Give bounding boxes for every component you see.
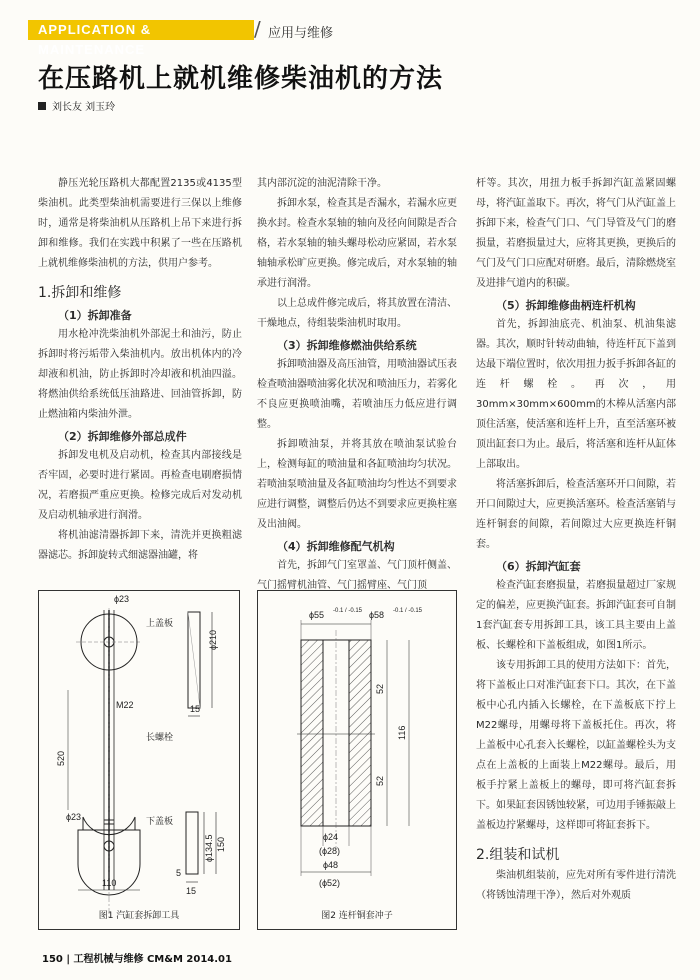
paragraph: 首先，拆卸气门室罩盖、气门顶杆侧盖、气门摇臂机油管、气门摇臂座、气门顶 [257, 560, 457, 591]
paragraph: 将活塞拆卸后，检查活塞环开口间隙，若开口间隙过大，应更换活塞环。检查活塞销与连杆铜套的间隙，若间隙过大应更换连杆铜套。 [476, 479, 676, 550]
figure-1 [38, 590, 240, 930]
subsection-heading: （4）拆卸维修配气机构 [277, 540, 395, 553]
section-divider: / [254, 17, 261, 41]
subsection-heading: （5）拆卸维修曲柄连杆机构 [496, 299, 636, 312]
dim-150: 150 [216, 836, 226, 852]
dim-d23-top: ϕ23 [114, 594, 130, 604]
figure-2-caption: 图2 连杆铜套冲子 [321, 911, 393, 921]
dim-d58-tolerance: -0.1 / -0.15 [393, 608, 423, 614]
dim-52-bottom: 52 [375, 775, 385, 786]
paragraph: 将机油滤清器拆卸下来，清洗并更换粗滤器滤芯。拆卸旋转式细滤器油罐，将 [38, 530, 242, 561]
subsection-heading: （2）拆卸维修外部总成件 [58, 430, 187, 443]
paragraph: 杆等。其次，用扭力板手拆卸汽缸盖紧固螺母，将汽缸盖取下。再次，将气门从汽缸盖上拆卸下来，检查气门口、气门导管及气门的磨损量，若磨损量过大，应将其更换，更换后的气门及气门口应配对研磨。最后，清除燃烧室及进排气道内的积碳。 [476, 178, 676, 289]
dim-d58: ϕ58 [369, 610, 385, 620]
paragraph: 该专用拆卸工具的使用方法如下：首先，将下盖板止口对准汽缸套下口。其次，在下盖板中心孔内插入长螺栓，在下盖板底下拧上M22螺母，用螺母将下盖板托住。再次，将上盖板中心孔套入长螺栓，以缸盖螺栓头为支点在上盖板的上面装上M22螺母。最后，用板手拧紧上盖板上的螺母，即可将汽缸套拆下。如果缸套因锈蚀较紧，可边用手锤振敲上盖板边拧紧螺母，这样即可将缸套拆下。 [476, 660, 676, 831]
article-title: 在压路机上就机维修柴油机的方法 [38, 64, 444, 94]
dim-520: 520 [56, 750, 66, 766]
authors-line [38, 98, 115, 113]
paragraph: 拆卸喷油器及高压油管，用喷油器试压表检查喷油器喷油雾化状况和喷油压力，若雾化不良应更换喷油嘴，若喷油压力低应进行调整。 [257, 359, 457, 430]
subsection-heading: （6）拆卸汽缸套 [496, 560, 581, 573]
paragraph: 柴油机组装前，应先对所有零件进行清洗（将锈蚀清理干净），然后对外观质 [476, 870, 676, 901]
dim-d23-bottom: ϕ23 [66, 812, 82, 822]
section-title-cn: 应用与维修 [268, 26, 334, 41]
figure-1-caption: 图1 汽缸套拆卸工具 [98, 911, 180, 921]
label-long-bolt: 长螺栓 [146, 733, 174, 743]
figure-1-drawing [38, 590, 240, 930]
paragraph: 检查汽缸套磨损量，若磨损量超过厂家规定的偏差，应更换汽缸套。拆卸汽缸套可自制1套汽缸套专用拆卸工具，该工具主要由上盖板、长螺栓和下盖板组成，如图1所示。 [476, 580, 676, 651]
text-column-1 [38, 174, 242, 566]
section-band: APPLICATION & MAINTENANCE [28, 20, 254, 40]
subsection-heading: （1）拆卸准备 [58, 309, 132, 322]
label-upper-plate: 上盖板 [146, 619, 174, 629]
dim-d28: (ϕ28) [319, 846, 341, 856]
figure-2-drawing [257, 590, 457, 930]
dim-15-top: 15 [190, 704, 201, 714]
section-heading: 1.拆卸和维修 [38, 285, 122, 301]
section-heading: 2.组装和试机 [476, 847, 560, 863]
bullet-square-icon [38, 102, 46, 110]
paragraph: 拆卸水泵，检查其是否漏水，若漏水应更换水封。检查水泵轴的轴向及径向间隙是否合格，若水泵轴的轴头螺母松动应紧固，若水泵轴轴承松旷应更换。修完成后，对水泵轴的轴承进行润滑。 [257, 198, 457, 289]
text-column-2 [257, 174, 457, 596]
paragraph: 以上总成件修完成后，将其放置在清洁、干燥地点，待组装柴油机时取用。 [257, 298, 457, 329]
dim-d52: (ϕ52) [319, 878, 341, 888]
paragraph: 其内部沉淀的油泥清除干净。 [257, 178, 387, 189]
paragraph: 拆卸喷油泵，并将其放在喷油泵试验台上，检测每缸的喷油量和各缸喷油均匀状况。若喷油泵喷油量及各缸喷油均匀性达不到要求应进行调整，调整后仍达不到要求应更换柱塞及出油阀。 [257, 439, 457, 530]
dim-d48: ϕ48 [323, 860, 339, 870]
dim-d55-tolerance: -0.1 / -0.15 [333, 608, 363, 614]
text-column-3 [476, 174, 676, 906]
page-footer: 150 | 工程机械与维修 CM&M 2014.01 [42, 954, 232, 965]
dim-d210: ϕ210 [208, 629, 218, 650]
label-lower-plate: 下盖板 [146, 817, 174, 827]
subsection-heading: （3）拆卸维修燃油供给系统 [277, 339, 417, 352]
dim-15-bottom: 15 [186, 886, 197, 896]
authors: 刘长友 刘玉玲 [52, 102, 116, 113]
dim-d55: ϕ55 [309, 610, 325, 620]
paragraph: 首先，拆卸油底壳、机油泵、机油集滤器。其次，顺时针转动曲轴，待连杆瓦下盖到达最下端位置时，依次用扭力扳手拆卸各缸的连杆螺栓。再次，用30mm×30mm×600mm的木棒从活塞内部顶住活塞，使活塞和连杆上升，直至活塞环被顶出缸套口为止。最后，将活塞和连杆从缸体上部取出。 [476, 319, 676, 470]
dim-m22: M22 [116, 700, 134, 710]
dim-d134: ϕ134.5 [204, 834, 214, 862]
dim-52-top: 52 [375, 683, 385, 694]
paragraph: 用水枪冲洗柴油机外部泥土和油污，防止拆卸时将污垢带入柴油机内。放出机体内的冷却液和机油，防止拆卸时冷却液和机油四溢。将燃油供给系统低压油路进、回油管拆卸，防止燃油箱内柴油外泄。 [38, 329, 242, 420]
paragraph: 静压光轮压路机大都配置2135或4135型柴油机。此类型柴油机需要进行三保以上维修时，通常是将柴油机从压路机上吊下来进行拆卸和维修。我们在实践中积累了一些在压路机上就机维修柴油机的方法，供用户参考。 [38, 178, 242, 269]
dim-116: 116 [397, 725, 407, 740]
dim-d24: ϕ24 [323, 832, 339, 842]
figure-2 [257, 590, 457, 930]
paragraph: 拆卸发电机及启动机，检查其内部接线是否牢固，必要时进行紧固。再检查电刷磨损情况，若磨损严重应更换。检修完成后对发动机及启动机轴承进行润滑。 [38, 450, 242, 521]
dim-110: 110 [102, 878, 117, 888]
dim-5: 5 [176, 868, 182, 878]
